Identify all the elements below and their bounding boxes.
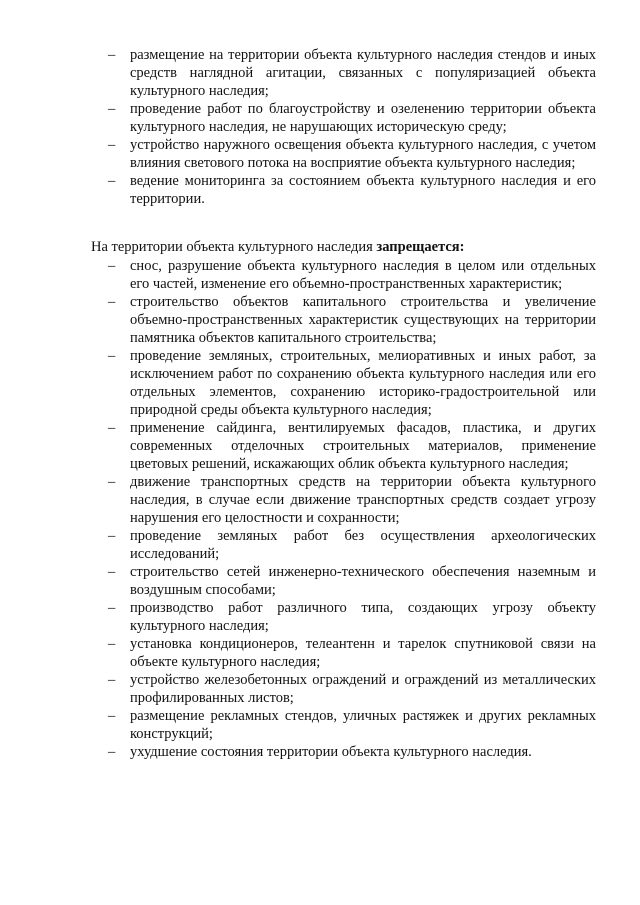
dash-bullet: – [108, 420, 116, 436]
prohibited-works-list [0, 257, 640, 761]
list-item [0, 100, 640, 136]
list-item [0, 293, 640, 347]
dash-bullet: – [108, 528, 116, 544]
dash-bullet: – [108, 348, 116, 364]
list-item-text: проведение земляных работ без осуществления археологических исследований; [130, 528, 596, 562]
list-item-text: устройство железобетонных ограждений и ограждений из металлических профилированных листов; [130, 672, 596, 706]
list-item-text: ведение мониторинга за состоянием объекта культурного наследия и его территории. [130, 173, 596, 207]
list-item [0, 419, 640, 473]
prohibited-intro-emphasis: запрещается: [376, 239, 465, 255]
list-item-text: ухудшение состояния территории объекта культурного наследия. [130, 744, 532, 760]
list-item [0, 257, 640, 293]
list-item [0, 136, 640, 172]
list-item-text: строительство объектов капитального строительства и увеличение объемно-пространственных характеристик существующих на территории памятника объектов капитального строительства; [130, 294, 596, 346]
dash-bullet: – [108, 636, 116, 652]
list-item-text: строительство сетей инженерно-технического обеспечения наземным и воздушным способами; [130, 564, 596, 598]
dash-bullet: – [108, 564, 116, 580]
list-item-text: снос, разрушение объекта культурного наследия в целом или отдельных его частей, изменение его объемно-пространственных характеристик; [130, 258, 596, 292]
list-item [0, 46, 640, 100]
dash-bullet: – [108, 744, 116, 760]
dash-bullet: – [108, 101, 116, 117]
list-item [0, 635, 640, 671]
list-item-text: производство работ различного типа, создающих угрозу объекту культурного наследия; [130, 600, 596, 634]
list-item-text: размещение рекламных стендов, уличных растяжек и других рекламных конструкций; [130, 708, 596, 742]
prohibited-intro [91, 238, 611, 256]
list-item-text: установка кондиционеров, телеантенн и тарелок спутниковой связи на объекте культурного наследия; [130, 636, 596, 670]
list-item-text: устройство наружного освещения объекта культурного наследия, с учетом влияния светового потока на восприятие объекта культурного наследия; [130, 137, 596, 171]
list-item-text: проведение земляных, строительных, мелиоративных и иных работ, за исключением работ по сохранению объекта культурного наследия или его отдельных элементов, сохранению историко-градостроительной или природной среды объекта культурного наследия; [130, 348, 596, 418]
dash-bullet: – [108, 294, 116, 310]
list-item [0, 563, 640, 599]
list-item [0, 527, 640, 563]
dash-bullet: – [108, 137, 116, 153]
dash-bullet: – [108, 708, 116, 724]
dash-bullet: – [108, 474, 116, 490]
prohibited-intro-lead: На территории объекта культурного наследия [91, 239, 377, 255]
list-item [0, 743, 640, 761]
list-item [0, 707, 640, 743]
list-item-text: размещение на территории объекта культурного наследия стендов и иных средств наглядной агитации, связанных с популяризацией объекта культурного наследия; [130, 47, 596, 99]
list-item [0, 172, 640, 208]
dash-bullet: – [108, 47, 116, 63]
dash-bullet: – [108, 258, 116, 274]
dash-bullet: – [108, 173, 116, 189]
list-item [0, 671, 640, 707]
list-item-text: применение сайдинга, вентилируемых фасадов, пластика, и других современных отделочных строительных материалов, применение цветовых решений, искажающих облик объекта культурного наследия; [130, 420, 596, 472]
permitted-works-list [0, 46, 640, 208]
dash-bullet: – [108, 672, 116, 688]
list-item [0, 347, 640, 419]
list-item-text: движение транспортных средств на территории объекта культурного наследия, в случае если движение транспортных средств создает угрозу нарушения его целостности и сохранности; [130, 474, 596, 526]
list-item [0, 473, 640, 527]
list-item [0, 599, 640, 635]
dash-bullet: – [108, 600, 116, 616]
list-item-text: проведение работ по благоустройству и озеленению территории объекта культурного наследия, не нарушающих историческую среду; [130, 101, 596, 135]
